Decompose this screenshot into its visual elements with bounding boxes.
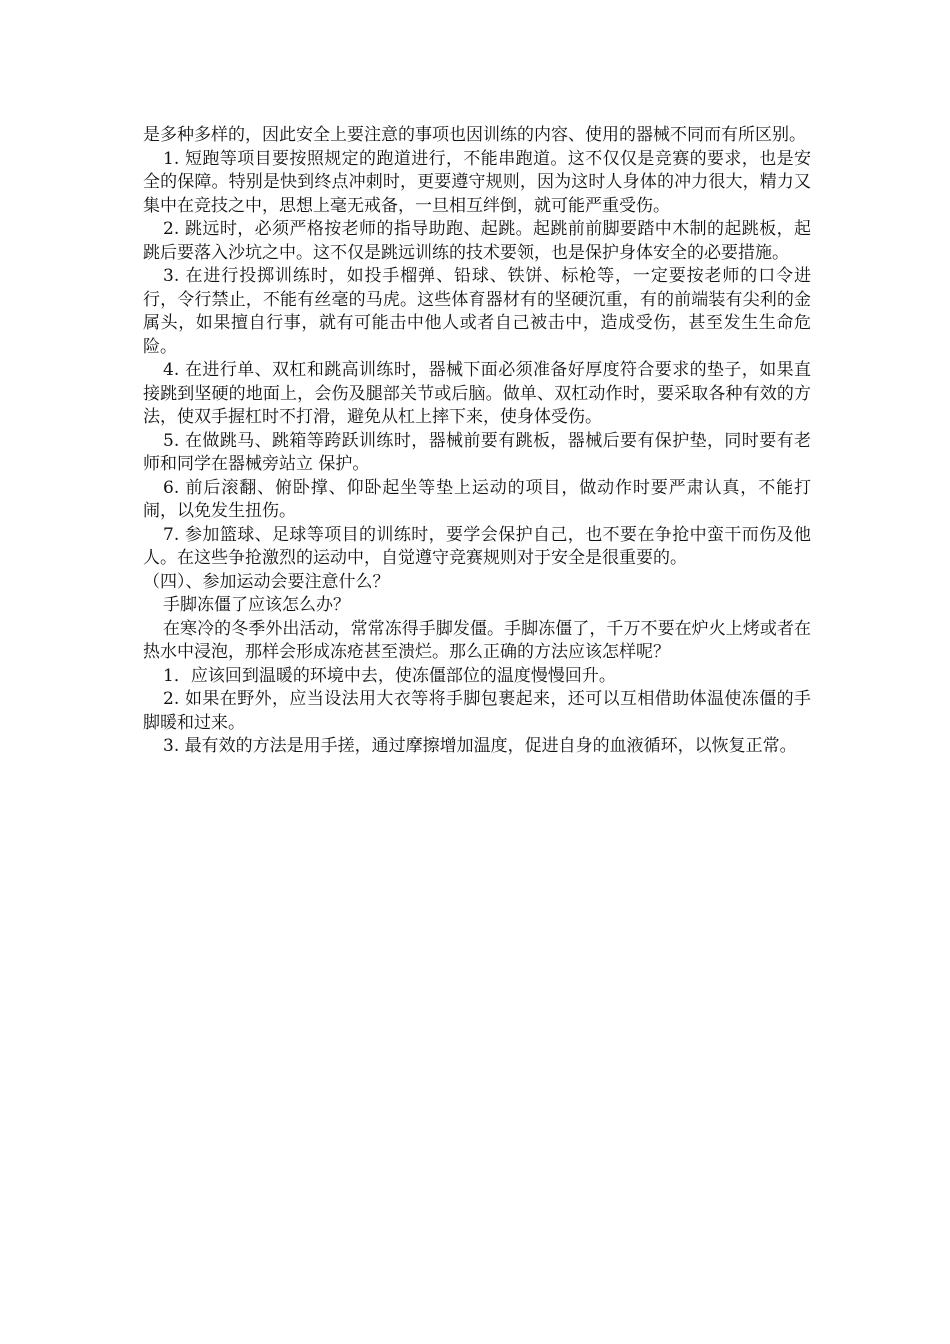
paragraph-item-1-sprint: 1. 短跑等项目要按照规定的跑道进行，不能串跑道。这不仅仅是竞赛的要求，也是安全的保障。特别是快到终点冲刺时，更要遵守规则，因为这时人身体的冲力很大，精力又集中在竞技之中，思想上毫无戒备，一旦相互绊倒，就可能严重受伤。: [143, 148, 811, 216]
subheading-frozen-limbs: 手脚冻僵了应该怎么办？: [163, 595, 350, 615]
paragraph-item-4-bars: 4. 在进行单、双杠和跳高训练时，器械下面必须准备好厚度符合要求的垫子，如果直接跳到坚硬的地面上，会伤及腿部关节或后脑。做单、双杠动作时，要采取各种有效的方法，使双手握杠时不打滑，避免从杠上摔下来，使身体受伤。: [143, 360, 811, 427]
paragraph-frozen-intro: 在寒冷的冬季外出活动，常常冻得手脚发僵。手脚冻僵了，千万不要在炉火上烤或者在热水中浸泡，那样会形成冻疮甚至溃烂。那么正确的方法应该怎样呢？: [143, 618, 811, 662]
paragraph-item-3-throwing: 3. 在进行投掷训练时，如投手榴弹、铅球、铁饼、标枪等，一定要按老师的口令进行，令行禁止，不能有丝毫的马虎。这些体育器材有的坚硬沉重，有的前端装有尖利的金属头，如果擅自行事，就有可能击中他人或者自己被击中，造成受伤，甚至发生生命危险。: [143, 266, 811, 357]
paragraph-frozen-step-2: 2. 如果在野外，应当设法用大衣等将手脚包裹起来，还可以互相借助体温使冻僵的手脚暖和过来。: [143, 689, 811, 733]
paragraph-intro-continuation: 是多种多样的，因此安全上要注意的事项也因训练的内容、使用的器械不同而有所区别。: [143, 125, 806, 145]
section-heading-4: （四）、参加运动会要注意什么？: [143, 571, 390, 592]
paragraph-frozen-step-1: 1．应该回到温暖的环境中去，使冻僵部位的温度慢慢回升。: [163, 665, 616, 686]
document-body: [143, 124, 811, 759]
paragraph-item-7-ball-games: 7. 参加篮球、足球等项目的训练时，要学会保护自己，也不要在争抢中蛮干而伤及他人。在这些争抢激烈的运动中，自觉遵守竞赛规则对于安全是很重要的。: [143, 524, 811, 568]
paragraph-item-2-long-jump: 2. 跳远时，必须严格按老师的指导助跑、起跳。起跳前前脚要踏中木制的起跳板，起跳后要落入沙坑之中。这不仅是跳远训练的技术要领，也是保护身体安全的必要措施。: [143, 219, 811, 263]
paragraph-item-5-vault: 5. 在做跳马、跳箱等跨跃训练时，器械前要有跳板，器械后要有保护垫，同时要有老师和同学在器械旁站立 保护。: [143, 430, 811, 474]
paragraph-item-6-mat: 6. 前后滚翻、俯卧撑、仰卧起坐等垫上运动的项目，做动作时要严肃认真，不能打闹，以免发生扭伤。: [143, 477, 811, 521]
paragraph-frozen-step-3: 3. 最有效的方法是用手搓，通过摩擦增加温度，促进自身的血液循环，以恢复正常。: [163, 736, 797, 756]
